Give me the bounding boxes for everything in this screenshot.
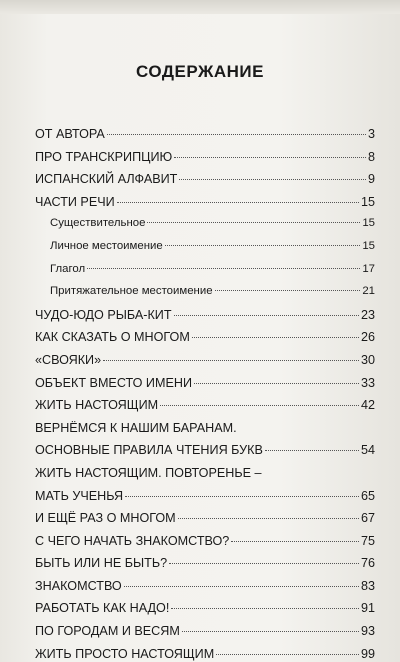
table-of-contents: [35, 127, 375, 662]
page-number: 26: [360, 330, 375, 345]
toc-entry: [35, 308, 375, 331]
page-number: 93: [360, 624, 375, 639]
toc-entry: [35, 398, 375, 421]
toc-entry: [35, 556, 375, 579]
page-number: 3: [367, 127, 375, 141]
page-number: 42: [360, 398, 375, 413]
toc-entry: [35, 466, 375, 511]
toc-entry: [35, 376, 375, 399]
page-number: 15: [360, 194, 375, 209]
page-number: 54: [360, 443, 375, 458]
dot-leader: [215, 290, 361, 291]
toc-subentry: [35, 285, 375, 308]
page-number: 21: [362, 285, 375, 298]
toc-entry-title: ПРО ТРАНСКРИПЦИЮ: [35, 149, 173, 164]
dot-leader: [169, 563, 359, 564]
toc-entry: [35, 647, 375, 662]
dot-leader: [87, 268, 360, 269]
toc-entry: [35, 353, 375, 376]
toc-entry-title: С ЧЕГО НАЧАТЬ ЗНАКОМСТВО?: [35, 533, 230, 548]
toc-entry: [35, 624, 375, 647]
dot-leader: [171, 608, 359, 609]
toc-entry-title: ОТ АВТОРА: [35, 127, 105, 141]
toc-entry: [35, 579, 375, 602]
page-number: 65: [360, 488, 375, 503]
toc-entry-title-line1: ЖИТЬ НАСТОЯЩИМ. ПОВТОРЕНЬЕ –: [35, 465, 262, 480]
dot-leader: [182, 631, 359, 632]
dot-leader: [216, 654, 359, 655]
toc-entry-title: ЖИТЬ НАСТОЯЩИМ: [35, 398, 159, 413]
page-number: 30: [360, 352, 375, 367]
toc-entry-title: ЧАСТИ РЕЧИ: [35, 194, 115, 209]
toc-entry-title: ОСНОВНЫЕ ПРАВИЛА ЧТЕНИЯ БУКВ: [35, 443, 263, 458]
page-number: 17: [362, 262, 375, 275]
toc-entry: [35, 330, 375, 353]
toc-subentry: [35, 240, 375, 263]
page-number: 8: [367, 149, 375, 164]
page-number: 76: [360, 556, 375, 571]
toc-entry: [35, 511, 375, 534]
dot-leader: [107, 134, 366, 135]
toc-entry-title: ОБЪЕКТ ВМЕСТО ИМЕНИ: [35, 375, 193, 390]
dot-leader: [174, 315, 359, 316]
toc-entry-title: Личное местоимение: [50, 239, 163, 252]
toc-entry-title: ПО ГОРОДАМ И ВЕСЯМ: [35, 624, 180, 639]
toc-subentry: [35, 217, 375, 240]
toc-entry-title: Существительное: [50, 217, 146, 230]
toc-entry-title: ИСПАНСКИЙ АЛФАВИТ: [35, 172, 178, 187]
dot-leader: [265, 450, 359, 451]
page-number: 83: [360, 578, 375, 593]
toc-entry-title: Притяжательное местоимение: [50, 285, 213, 298]
page-title: СОДЕРЖАНИЕ: [136, 62, 264, 81]
dot-leader: [178, 518, 359, 519]
page-number: 75: [360, 533, 375, 548]
dot-leader: [174, 157, 366, 158]
dot-leader: [124, 586, 359, 587]
toc-entry-title: ЖИТЬ ПРОСТО НАСТОЯЩИМ: [35, 646, 215, 661]
page-number: 23: [360, 307, 375, 322]
dot-leader: [103, 360, 359, 361]
dot-leader: [179, 179, 366, 180]
dot-leader: [192, 337, 359, 338]
toc-entry-title: МАТЬ УЧЕНЬЯ: [35, 488, 124, 503]
page-number: 91: [360, 601, 375, 616]
toc-entry: [35, 534, 375, 557]
toc-entry-title-line1: ВЕРНЁМСЯ К НАШИМ БАРАНАМ.: [35, 420, 237, 435]
toc-entry-title: КАК СКАЗАТЬ О МНОГОМ: [35, 330, 190, 345]
dot-leader: [117, 202, 359, 203]
page-number: 33: [360, 375, 375, 390]
dot-leader: [165, 245, 361, 246]
toc-entry-line2: [35, 489, 375, 512]
toc-entry: [35, 172, 375, 195]
toc-entry: [35, 127, 375, 150]
toc-entry-title: Глагол: [50, 262, 86, 275]
dot-leader: [160, 405, 359, 406]
toc-entry-line2: [35, 443, 375, 466]
toc-entry: [35, 150, 375, 173]
toc-entry-title: И ЕЩЁ РАЗ О МНОГОМ: [35, 511, 176, 526]
toc-entry-title: РАБОТАТЬ КАК НАДО!: [35, 601, 170, 616]
toc-entry-title: «СВОЯКИ»: [35, 352, 102, 367]
page-number: 99: [360, 646, 375, 661]
dot-leader: [194, 383, 359, 384]
dot-leader: [231, 541, 359, 542]
toc-subentry: [35, 263, 375, 286]
page-top-edge: [0, 0, 400, 14]
page-number: 67: [360, 511, 375, 526]
toc-entry: [35, 601, 375, 624]
dot-leader: [147, 222, 360, 223]
page-number: 9: [367, 172, 375, 187]
toc-entry-title: ЗНАКОМСТВО: [35, 578, 122, 593]
toc-entry-title: БЫТЬ ИЛИ НЕ БЫТЬ?: [35, 556, 168, 571]
toc-entry-title: ЧУДО-ЮДО РЫБА-КИТ: [35, 307, 172, 322]
dot-leader: [125, 496, 359, 497]
page-number: 15: [362, 239, 375, 252]
page-number: 15: [362, 217, 375, 230]
toc-entry: [35, 421, 375, 466]
toc-entry: [35, 195, 375, 218]
